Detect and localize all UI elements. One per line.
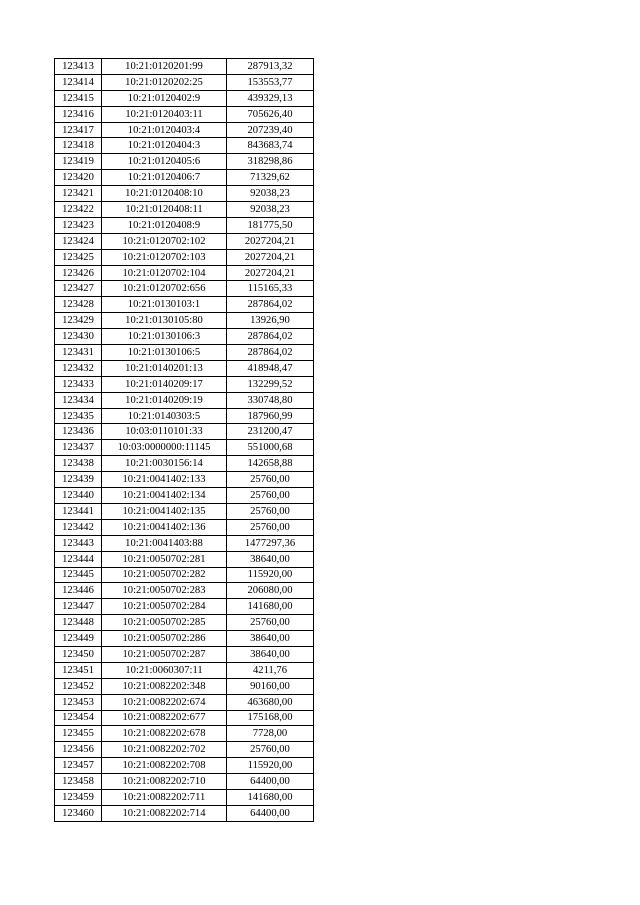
table-row bbox=[55, 106, 314, 122]
table-row bbox=[55, 599, 314, 615]
row-number-cell: 123417 bbox=[55, 122, 102, 138]
cadastral-number-cell: 10:21:0082202:674 bbox=[102, 694, 227, 710]
cadastral-number-cell: 10:21:0082202:348 bbox=[102, 678, 227, 694]
row-number-cell: 123426 bbox=[55, 265, 102, 281]
amount-cell: 153553,77 bbox=[227, 74, 314, 90]
cadastral-number-cell: 10:21:0082202:677 bbox=[102, 710, 227, 726]
table-row bbox=[55, 488, 314, 504]
table-row bbox=[55, 74, 314, 90]
row-number-cell: 123421 bbox=[55, 186, 102, 202]
row-number-cell: 123445 bbox=[55, 567, 102, 583]
cadastral-number-cell: 10:21:0050702:283 bbox=[102, 583, 227, 599]
row-number-cell: 123429 bbox=[55, 313, 102, 329]
table-row bbox=[55, 202, 314, 218]
table-row bbox=[55, 615, 314, 631]
row-number-cell: 123415 bbox=[55, 90, 102, 106]
table-row bbox=[55, 774, 314, 790]
amount-cell: 38640,00 bbox=[227, 631, 314, 647]
cadastral-number-cell: 10:21:0030156:14 bbox=[102, 456, 227, 472]
table-row bbox=[55, 519, 314, 535]
row-number-cell: 123457 bbox=[55, 758, 102, 774]
row-number-cell: 123420 bbox=[55, 170, 102, 186]
table-row bbox=[55, 631, 314, 647]
cadastral-number-cell: 10:21:0140209:17 bbox=[102, 376, 227, 392]
table-row bbox=[55, 59, 314, 75]
table-row bbox=[55, 583, 314, 599]
table-row bbox=[55, 233, 314, 249]
row-number-cell: 123451 bbox=[55, 662, 102, 678]
amount-cell: 181775,50 bbox=[227, 217, 314, 233]
amount-cell: 7728,00 bbox=[227, 726, 314, 742]
table-row bbox=[55, 424, 314, 440]
cadastral-number-cell: 10:21:0082202:714 bbox=[102, 805, 227, 821]
table-row bbox=[55, 217, 314, 233]
row-number-cell: 123425 bbox=[55, 249, 102, 265]
table-row bbox=[55, 265, 314, 281]
row-number-cell: 123413 bbox=[55, 59, 102, 75]
amount-cell: 439329,13 bbox=[227, 90, 314, 106]
data-table bbox=[54, 58, 314, 822]
row-number-cell: 123438 bbox=[55, 456, 102, 472]
amount-cell: 207239,40 bbox=[227, 122, 314, 138]
table-row bbox=[55, 170, 314, 186]
cadastral-number-cell: 10:21:0082202:710 bbox=[102, 774, 227, 790]
amount-cell: 90160,00 bbox=[227, 678, 314, 694]
row-number-cell: 123447 bbox=[55, 599, 102, 615]
table-row bbox=[55, 360, 314, 376]
cadastral-number-cell: 10:21:0120403:4 bbox=[102, 122, 227, 138]
table-row bbox=[55, 122, 314, 138]
amount-cell: 141680,00 bbox=[227, 599, 314, 615]
cadastral-number-cell: 10:21:0082202:708 bbox=[102, 758, 227, 774]
row-number-cell: 123441 bbox=[55, 503, 102, 519]
table-row bbox=[55, 392, 314, 408]
row-number-cell: 123424 bbox=[55, 233, 102, 249]
amount-cell: 2027204,21 bbox=[227, 233, 314, 249]
cadastral-number-cell: 10:21:0120408:11 bbox=[102, 202, 227, 218]
table-row bbox=[55, 742, 314, 758]
cadastral-number-cell: 10:21:0140209:19 bbox=[102, 392, 227, 408]
cadastral-number-cell: 10:21:0120408:9 bbox=[102, 217, 227, 233]
row-number-cell: 123453 bbox=[55, 694, 102, 710]
amount-cell: 25760,00 bbox=[227, 615, 314, 631]
amount-cell: 132299,52 bbox=[227, 376, 314, 392]
table-row bbox=[55, 440, 314, 456]
cadastral-number-cell: 10:21:0041403:88 bbox=[102, 535, 227, 551]
amount-cell: 25760,00 bbox=[227, 503, 314, 519]
cadastral-number-cell: 10:21:0082202:702 bbox=[102, 742, 227, 758]
row-number-cell: 123436 bbox=[55, 424, 102, 440]
amount-cell: 187960,99 bbox=[227, 408, 314, 424]
amount-cell: 38640,00 bbox=[227, 551, 314, 567]
cadastral-number-cell: 10:21:0140303:5 bbox=[102, 408, 227, 424]
table-row bbox=[55, 376, 314, 392]
amount-cell: 418948,47 bbox=[227, 360, 314, 376]
cadastral-number-cell: 10:21:0041402:133 bbox=[102, 472, 227, 488]
table-row bbox=[55, 662, 314, 678]
amount-cell: 115920,00 bbox=[227, 758, 314, 774]
row-number-cell: 123422 bbox=[55, 202, 102, 218]
cadastral-number-cell: 10:21:0120408:10 bbox=[102, 186, 227, 202]
row-number-cell: 123428 bbox=[55, 297, 102, 313]
cadastral-number-cell: 10:21:0060307:11 bbox=[102, 662, 227, 678]
cadastral-number-cell: 10:21:0041402:136 bbox=[102, 519, 227, 535]
table-row bbox=[55, 535, 314, 551]
row-number-cell: 123418 bbox=[55, 138, 102, 154]
amount-cell: 843683,74 bbox=[227, 138, 314, 154]
amount-cell: 64400,00 bbox=[227, 805, 314, 821]
table-row bbox=[55, 789, 314, 805]
table-row bbox=[55, 567, 314, 583]
table-row bbox=[55, 90, 314, 106]
amount-cell: 25760,00 bbox=[227, 472, 314, 488]
table-row bbox=[55, 710, 314, 726]
cadastral-number-cell: 10:21:0120403:11 bbox=[102, 106, 227, 122]
amount-cell: 1477297,36 bbox=[227, 535, 314, 551]
amount-cell: 38640,00 bbox=[227, 646, 314, 662]
row-number-cell: 123456 bbox=[55, 742, 102, 758]
amount-cell: 551000,68 bbox=[227, 440, 314, 456]
table-row bbox=[55, 249, 314, 265]
table-row bbox=[55, 472, 314, 488]
amount-cell: 64400,00 bbox=[227, 774, 314, 790]
amount-cell: 463680,00 bbox=[227, 694, 314, 710]
table-row bbox=[55, 297, 314, 313]
cadastral-number-cell: 10:21:0050702:284 bbox=[102, 599, 227, 615]
amount-cell: 141680,00 bbox=[227, 789, 314, 805]
table-row bbox=[55, 646, 314, 662]
cadastral-number-cell: 10:21:0050702:287 bbox=[102, 646, 227, 662]
cadastral-number-cell: 10:03:0000000:11145 bbox=[102, 440, 227, 456]
row-number-cell: 123449 bbox=[55, 631, 102, 647]
amount-cell: 287864,02 bbox=[227, 329, 314, 345]
amount-cell: 25760,00 bbox=[227, 519, 314, 535]
table-row bbox=[55, 186, 314, 202]
cadastral-number-cell: 10:21:0130106:3 bbox=[102, 329, 227, 345]
row-number-cell: 123416 bbox=[55, 106, 102, 122]
table-row bbox=[55, 456, 314, 472]
row-number-cell: 123414 bbox=[55, 74, 102, 90]
row-number-cell: 123437 bbox=[55, 440, 102, 456]
cadastral-number-cell: 10:21:0130106:5 bbox=[102, 345, 227, 361]
amount-cell: 71329,62 bbox=[227, 170, 314, 186]
row-number-cell: 123423 bbox=[55, 217, 102, 233]
amount-cell: 92038,23 bbox=[227, 202, 314, 218]
table-body bbox=[55, 59, 314, 822]
table-row bbox=[55, 805, 314, 821]
amount-cell: 705626,40 bbox=[227, 106, 314, 122]
amount-cell: 330748,80 bbox=[227, 392, 314, 408]
amount-cell: 287913,32 bbox=[227, 59, 314, 75]
amount-cell: 115920,00 bbox=[227, 567, 314, 583]
cadastral-number-cell: 10:21:0050702:282 bbox=[102, 567, 227, 583]
cadastral-number-cell: 10:21:0082202:678 bbox=[102, 726, 227, 742]
row-number-cell: 123433 bbox=[55, 376, 102, 392]
table-row bbox=[55, 726, 314, 742]
amount-cell: 175168,00 bbox=[227, 710, 314, 726]
amount-cell: 142658,88 bbox=[227, 456, 314, 472]
cadastral-number-cell: 10:21:0140201:13 bbox=[102, 360, 227, 376]
cadastral-number-cell: 10:21:0082202:711 bbox=[102, 789, 227, 805]
table-row bbox=[55, 345, 314, 361]
cadastral-number-cell: 10:03:0110101:33 bbox=[102, 424, 227, 440]
cadastral-number-cell: 10:21:0120702:103 bbox=[102, 249, 227, 265]
cadastral-number-cell: 10:21:0120702:102 bbox=[102, 233, 227, 249]
amount-cell: 25760,00 bbox=[227, 742, 314, 758]
amount-cell: 25760,00 bbox=[227, 488, 314, 504]
row-number-cell: 123442 bbox=[55, 519, 102, 535]
amount-cell: 13926,90 bbox=[227, 313, 314, 329]
row-number-cell: 123427 bbox=[55, 281, 102, 297]
table-row bbox=[55, 281, 314, 297]
cadastral-number-cell: 10:21:0120406:7 bbox=[102, 170, 227, 186]
row-number-cell: 123444 bbox=[55, 551, 102, 567]
row-number-cell: 123448 bbox=[55, 615, 102, 631]
row-number-cell: 123459 bbox=[55, 789, 102, 805]
row-number-cell: 123454 bbox=[55, 710, 102, 726]
document-page bbox=[54, 58, 314, 822]
table-row bbox=[55, 313, 314, 329]
cadastral-number-cell: 10:21:0120202:25 bbox=[102, 74, 227, 90]
row-number-cell: 123452 bbox=[55, 678, 102, 694]
amount-cell: 2027204,21 bbox=[227, 249, 314, 265]
row-number-cell: 123446 bbox=[55, 583, 102, 599]
cadastral-number-cell: 10:21:0120402:9 bbox=[102, 90, 227, 106]
cadastral-number-cell: 10:21:0120201:99 bbox=[102, 59, 227, 75]
row-number-cell: 123458 bbox=[55, 774, 102, 790]
row-number-cell: 123432 bbox=[55, 360, 102, 376]
cadastral-number-cell: 10:21:0120702:104 bbox=[102, 265, 227, 281]
table-row bbox=[55, 551, 314, 567]
amount-cell: 318298,86 bbox=[227, 154, 314, 170]
amount-cell: 92038,23 bbox=[227, 186, 314, 202]
row-number-cell: 123443 bbox=[55, 535, 102, 551]
cadastral-number-cell: 10:21:0041402:135 bbox=[102, 503, 227, 519]
row-number-cell: 123434 bbox=[55, 392, 102, 408]
row-number-cell: 123460 bbox=[55, 805, 102, 821]
row-number-cell: 123455 bbox=[55, 726, 102, 742]
row-number-cell: 123439 bbox=[55, 472, 102, 488]
row-number-cell: 123419 bbox=[55, 154, 102, 170]
table-row bbox=[55, 503, 314, 519]
amount-cell: 287864,02 bbox=[227, 345, 314, 361]
cadastral-number-cell: 10:21:0130103:1 bbox=[102, 297, 227, 313]
row-number-cell: 123431 bbox=[55, 345, 102, 361]
table-row bbox=[55, 408, 314, 424]
table-row bbox=[55, 138, 314, 154]
amount-cell: 115165,33 bbox=[227, 281, 314, 297]
cadastral-number-cell: 10:21:0041402:134 bbox=[102, 488, 227, 504]
cadastral-number-cell: 10:21:0120404:3 bbox=[102, 138, 227, 154]
amount-cell: 206080,00 bbox=[227, 583, 314, 599]
table-row bbox=[55, 694, 314, 710]
amount-cell: 287864,02 bbox=[227, 297, 314, 313]
row-number-cell: 123450 bbox=[55, 646, 102, 662]
amount-cell: 4211,76 bbox=[227, 662, 314, 678]
row-number-cell: 123435 bbox=[55, 408, 102, 424]
table-row bbox=[55, 678, 314, 694]
table-row bbox=[55, 154, 314, 170]
cadastral-number-cell: 10:21:0120702:656 bbox=[102, 281, 227, 297]
cadastral-number-cell: 10:21:0050702:285 bbox=[102, 615, 227, 631]
cadastral-number-cell: 10:21:0050702:281 bbox=[102, 551, 227, 567]
table-row bbox=[55, 329, 314, 345]
row-number-cell: 123430 bbox=[55, 329, 102, 345]
cadastral-number-cell: 10:21:0120405:6 bbox=[102, 154, 227, 170]
table-row bbox=[55, 758, 314, 774]
cadastral-number-cell: 10:21:0130105:80 bbox=[102, 313, 227, 329]
amount-cell: 2027204,21 bbox=[227, 265, 314, 281]
cadastral-number-cell: 10:21:0050702:286 bbox=[102, 631, 227, 647]
row-number-cell: 123440 bbox=[55, 488, 102, 504]
amount-cell: 231200,47 bbox=[227, 424, 314, 440]
